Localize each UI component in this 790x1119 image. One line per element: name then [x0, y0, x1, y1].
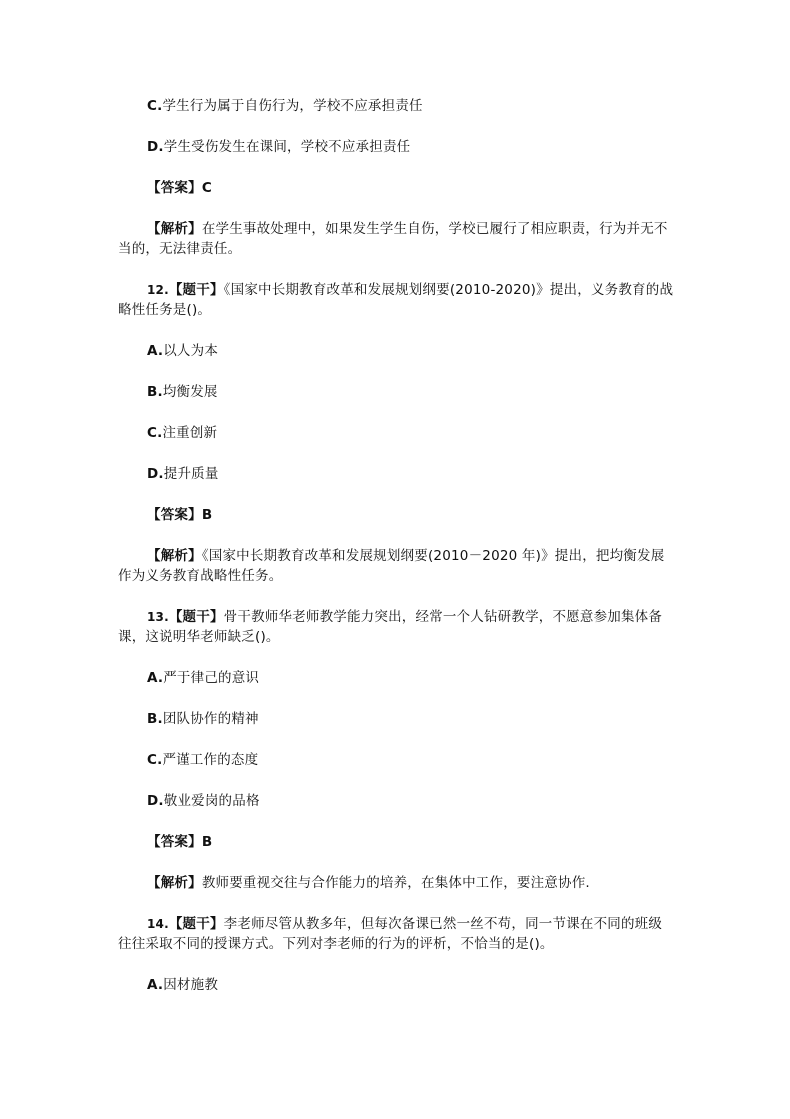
question-13	[118, 607, 674, 647]
option-text: 提升质量	[163, 466, 219, 482]
option-text: 因材施教	[163, 977, 219, 993]
analysis-paragraph	[118, 219, 674, 259]
answer-value: B	[201, 834, 213, 850]
option-text: 敬业爱岗的品格	[163, 793, 260, 809]
option-text: 学生行为属于自伤行为，学校不应承担责任	[162, 98, 423, 114]
question-tag: 【题干】	[168, 282, 224, 298]
answer-tag: 【答案】	[147, 507, 202, 523]
option-text: 学生受伤发生在课间，学校不应承担责任	[163, 139, 411, 155]
option-label: D.	[147, 139, 164, 155]
option-a	[118, 975, 674, 995]
question-12	[118, 280, 674, 320]
option-label: D.	[147, 466, 164, 482]
option-text: 注重创新	[162, 425, 218, 441]
question-number: 14.	[147, 917, 169, 931]
option-label: A.	[147, 343, 164, 359]
analysis-paragraph	[118, 873, 674, 893]
answer-value: B	[201, 507, 213, 523]
option-text: 严于律己的意识	[163, 670, 260, 686]
question-text: 《国家中长期教育改革和发展规划纲要(2010-2020)》提出，义务教育的战略性任务是()。	[118, 282, 674, 318]
answer-line	[118, 505, 674, 525]
analysis-text: 在学生事故处理中，如果发生学生自伤，学校已履行了相应职责，行为并无不当的，无法律责任。	[118, 221, 668, 257]
option-label: C.	[147, 752, 163, 768]
option-label: D.	[147, 793, 164, 809]
analysis-text: 教师要重视交往与合作能力的培养，在集体中工作，要注意协作.	[201, 875, 590, 891]
option-text: 严谨工作的态度	[162, 752, 259, 768]
question-tag: 【题干】	[168, 609, 224, 625]
question-14	[118, 914, 674, 954]
option-b	[118, 382, 674, 402]
option-a	[118, 341, 674, 361]
answer-value: C	[201, 180, 212, 196]
question-number: 13.	[147, 610, 169, 624]
answer-tag: 【答案】	[147, 180, 202, 196]
answer-line	[118, 178, 674, 198]
option-label: A.	[147, 670, 164, 686]
analysis-text: 《国家中长期教育改革和发展规划纲要(2010－2020 年)》提出，把均衡发展作为义务教育战略性任务。	[118, 548, 665, 584]
option-d	[118, 791, 674, 811]
answer-tag: 【答案】	[147, 834, 202, 850]
option-text: 均衡发展	[162, 384, 218, 400]
option-label: B.	[147, 384, 163, 400]
option-d	[118, 464, 674, 484]
analysis-tag: 【解析】	[147, 548, 202, 564]
option-text: 以人为本	[163, 343, 219, 359]
option-c	[118, 750, 674, 770]
option-b	[118, 709, 674, 729]
question-text: 李老师尽管从教多年，但每次备课已然一丝不苟，同一节课在不同的班级往往采取不同的授课方式。下列对李老师的行为的评析，不恰当的是()。	[118, 916, 663, 952]
option-d	[118, 137, 674, 157]
document-page	[118, 96, 674, 995]
question-text: 骨干教师华老师教学能力突出，经常一个人钻研教学，不愿意参加集体备课，这说明华老师缺乏()。	[118, 609, 663, 645]
option-label: A.	[147, 977, 164, 993]
option-label: C.	[147, 98, 163, 114]
analysis-tag: 【解析】	[147, 875, 202, 891]
analysis-paragraph	[118, 546, 674, 586]
question-tag: 【题干】	[168, 916, 224, 932]
option-label: B.	[147, 711, 163, 727]
option-a	[118, 668, 674, 688]
option-c	[118, 96, 674, 116]
answer-line	[118, 832, 674, 852]
option-text: 团队协作的精神	[162, 711, 259, 727]
analysis-tag: 【解析】	[147, 221, 202, 237]
option-label: C.	[147, 425, 163, 441]
question-number: 12.	[147, 283, 169, 297]
option-c	[118, 423, 674, 443]
